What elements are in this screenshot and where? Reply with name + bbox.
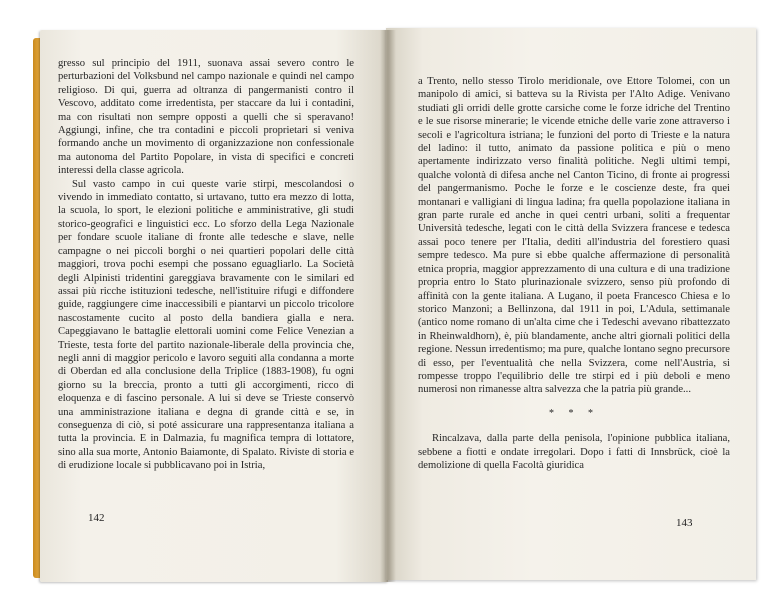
book-gutter — [380, 30, 396, 582]
left-page — [40, 30, 388, 582]
left-page-text — [58, 57, 354, 473]
right-paragraph-1: a Trento, nello stesso Tirolo meridionale, ove Ettore Tolomei, con un manipolo di amici, si batteva su la Rivista per l'Alto Adige. Venivano studiati gli orridi delle grotte carsiche come le forze idriche del Trentino e le sue risorse minerarie; le vicende etniche delle varie zone attraverso i secoli e l'agricoltura istriana; le funzioni del porto di Trieste e la natura del ladino: il tutto, animato da passione politica e più o meno apertamente indirizzato verso finalità politiche. Negli ultimi tempi, qualche volontà di difesa anche nel Canton Ticino, di fronte ai progressi del pangermanismo. Poche le forze e le coscienze deste, fra quei montanari e valligiani di lingua ladina; fra quella popolazione italiana in gran parte rurale ed anche in quei centri urbani, soliti a frequentar Università tedesche, legati con le città della Svizzera francese e tedesca assai poco tenere per l'Italia, dediti all'industria del forestiero quasi sempre tedesco. Ma pure si ebbe qualche affermazione di personalità etnica propria, maggior apprezzamento di una cultura e di una tradizione propria entro lo Stato plurinazionale svizzero, senso più profondo di affinità con la gente italiana. A Lugano, il poeta Francesco Chiesa e lo storico Manzoni; a Bellinzona, dal 1911 in poi, L'Adula, settimanale (antico nome romano di un'alta cime che i Tedeschi avevano ribattezzato in Rheinwaldhorn), è, più blandamente, anche altri giornali politici della regione. Nessun irredentismo; ma pure, qualche lontano segno precursore di esso, per l'eventualità che nella Svizzera, come nell'Austria, si rompesse troppo l'equilibrio delle tre stirpi ed i più deboli e meno numerosi non rimanesse altra salvezza che la patria più grande... — [418, 76, 730, 396]
right-page-text — [418, 75, 730, 472]
section-separator: * * * — [549, 407, 599, 419]
left-paragraph-1: gresso sul principio del 1911, suonava assai severo contro le perturbazioni del Volksbund nel campo nazionale e quindi nel campo religioso. Di qui, guerra ad oltranza di pangermanisti contro il Vescovo, additato come irredentista, per staccare da lui i contadini, ma con risultati non sempre opposti a quelli che si speravano! Aggiungi, infine, che tra contadini e piccoli proprietari si veniva formando anche un movimento di organizzazione non confessionale ma autonoma del Partito Popolare, in vista di specifici e concreti interessi della classe agricola. — [58, 58, 354, 177]
left-paragraph-2: Sul vasto campo in cui queste varie stirpi, mescolandosi o vivendo in immediato contatto, si urtavano, tutto era mezzo di lotta, la scuola, lo sport, le elezioni politiche e amministrative, gli studi storico-geografici e linguistici ecc. Lo sforzo della Lega Nazionale per fondare scuole italiane di fronte alle tedesche e slave, nelle campagne o nei piccoli borghi o nei quartieri popolari delle città maggiori, trova pochi esempi che possano eguagliarlo. La Società degli Alpinisti tridentini gareggiava bravamente con le similari ed assai più ricche istituzioni tedesche, nell'istituire rifugi e diffondere guide, raggiungere cime inaccessibili e piantarvi un piccolo tricolore nascostamente cucito al posto della bandiera gialla e nera. Capeggiavano le battaglie elettorali uomini come Felice Venezian a Trieste, testa forte del partito nazionale-liberale della provincia che, negli anni di maggior pericolo e lavoro seguiti alla condanna a morte di Oberdan ed alla conclusione della Triplice (1883-1908), fu ogni giorno su la breccia, pronto a tutti gli accorgimenti, ricco di eloquenza e di fascino personale. A lui si deve se Trieste conservò una amministrazione italiana e degna di grande città e se, in conseguenza di ciò, si poté assicurare una rappresentanza italiana a tutta la provincia. E in Dalmazia, fu magnifica tempra di lottatore, sino alla sua morte, Antonio Baiamonte, di Spalato. Riviste di storia e di erudizione locale si pubblicavano poi in Istria, — [58, 178, 354, 472]
left-page-number: 142 — [88, 512, 105, 524]
right-paragraph-2: Rincalzava, dalla parte della penisola, l'opinione pubblica italiana, sebbene a fiotti e ondate irregolari. Dopo i fatti di Innsbrück, cioè la demolizione di quella Facoltà giuridica — [418, 433, 730, 471]
right-page-number: 143 — [676, 517, 693, 529]
right-page — [386, 28, 756, 580]
